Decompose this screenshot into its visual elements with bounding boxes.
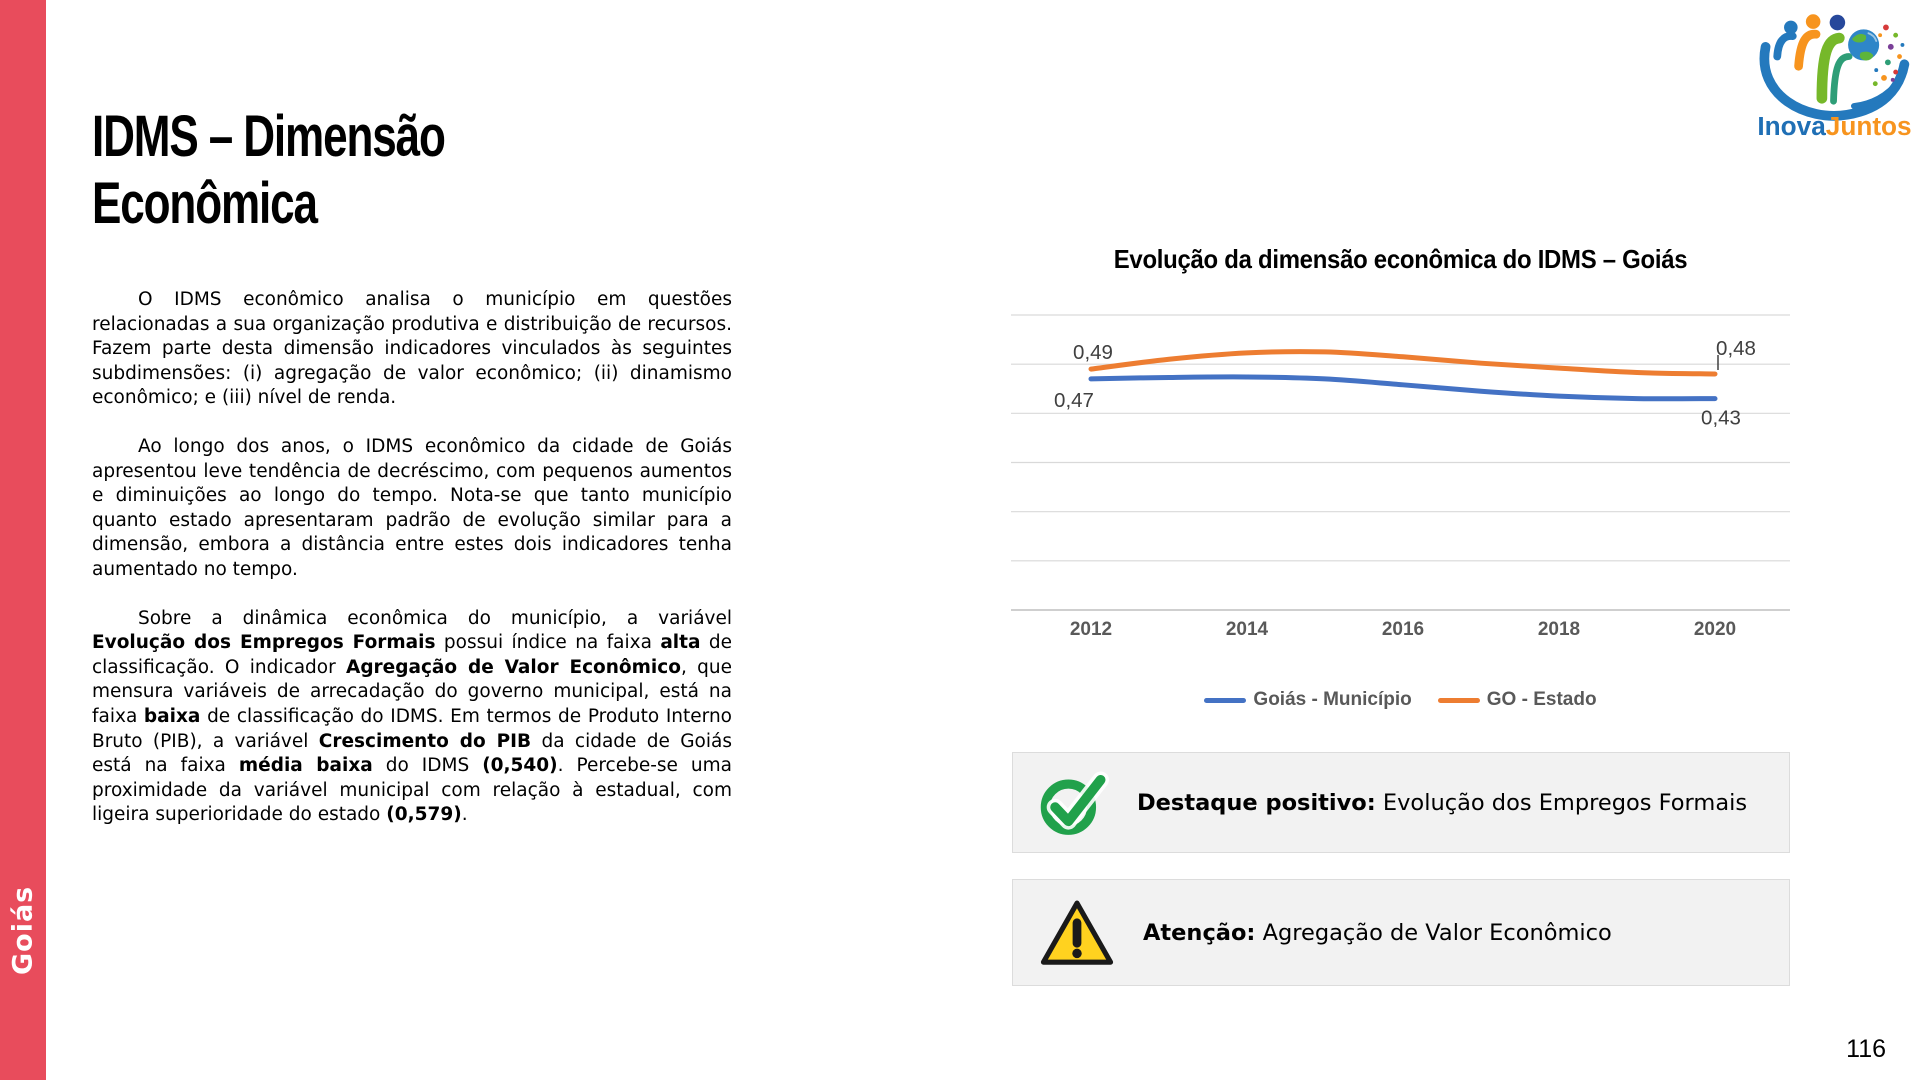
x-tick-label: 2020	[1693, 619, 1737, 640]
logo-people	[1777, 14, 1849, 101]
callout-attention-label: Atenção:	[1143, 919, 1256, 946]
chart-title: Evolução da dimensão econômica do IDMS – Goiás	[1113, 244, 1688, 274]
legend-label: Goiás - Município	[1253, 689, 1412, 710]
callout-positive-text: Destaque positivo: Evolução dos Empregos Formais	[1137, 789, 1748, 816]
data-label: 0,49	[1073, 341, 1113, 365]
data-label: 0,48	[1716, 337, 1756, 360]
legend-item	[1204, 689, 1411, 711]
logo-wordmark: InovaJuntos	[1757, 111, 1912, 142]
check-icon	[1039, 768, 1109, 838]
inovajuntos-logo	[1752, 6, 1917, 142]
sidebar-state-label: Goiás	[7, 885, 39, 975]
paragraph: O IDMS econômico analisa o município em questões relacionadas a sua organização produtiva e distribuição de recursos. Fazem parte desta dimensão indicadores vinculados às seguintes subdimensões: (i) agregação de valor econômico; (ii) dinamismo econômico; e (iii) nível de renda.	[92, 289, 732, 409]
page-title-line2: Econômica	[92, 170, 317, 236]
page-title	[92, 104, 670, 237]
line-chart-svg	[1011, 305, 1790, 650]
page-title-line1: IDMS – Dimensão	[92, 104, 445, 169]
x-tick-label: 2014	[1225, 619, 1269, 640]
callout-positive	[1012, 752, 1790, 853]
x-tick-label: 2016	[1381, 619, 1425, 640]
paragraph: Ao longo dos anos, o IDMS econômico da cidade de Goiás apresentou leve tendência de decréscimo, com pequenos aumentos e diminuições ao longo do tempo. Nota-se que tanto município quanto estado apresentaram padrão de evolução similar para a dimensão, embora a distância entre estes dois indicadores tenha aumentado no tempo.	[92, 435, 732, 580]
callout-attention-text: Atenção: Agregação de Valor Econômico	[1143, 919, 1612, 946]
paragraph: Sobre a dinâmica econômica do município, a variável Evolução dos Empregos Formais possui índice na faixa alta de classificação. O indicador Agregação de Valor Econômico, que mensura variáveis de arrecadação do governo municipal, está na faixa baixa de classificação do IDMS. Em termos de Produto Interno Bruto (PIB), a variável Crescimento do PIB da cidade de Goiás está na faixa média baixa do IDMS (0,540). Percebe-se uma proximidade da variável municipal com relação à estadual, com ligeira superioridade do estado (0,579).	[92, 607, 732, 826]
logo-globe	[1848, 29, 1879, 60]
legend-swatch	[1438, 698, 1480, 703]
warning-icon	[1039, 898, 1115, 968]
legend-label: GO - Estado	[1486, 689, 1597, 710]
series-line-0	[1091, 377, 1715, 399]
page-number: 116	[1846, 1035, 1886, 1063]
legend-swatch	[1204, 698, 1246, 703]
callout-positive-label: Destaque positivo:	[1137, 789, 1376, 816]
data-label: 0,43	[1701, 406, 1741, 430]
chart-legend	[1011, 686, 1790, 714]
x-tick-label: 2018	[1537, 619, 1581, 640]
legend-item	[1438, 689, 1597, 711]
data-label: 0,47	[1054, 388, 1094, 412]
series-line-1	[1091, 352, 1715, 374]
x-tick-label: 2012	[1069, 619, 1113, 640]
callout-attention	[1012, 879, 1790, 986]
body-paragraphs	[92, 288, 732, 852]
